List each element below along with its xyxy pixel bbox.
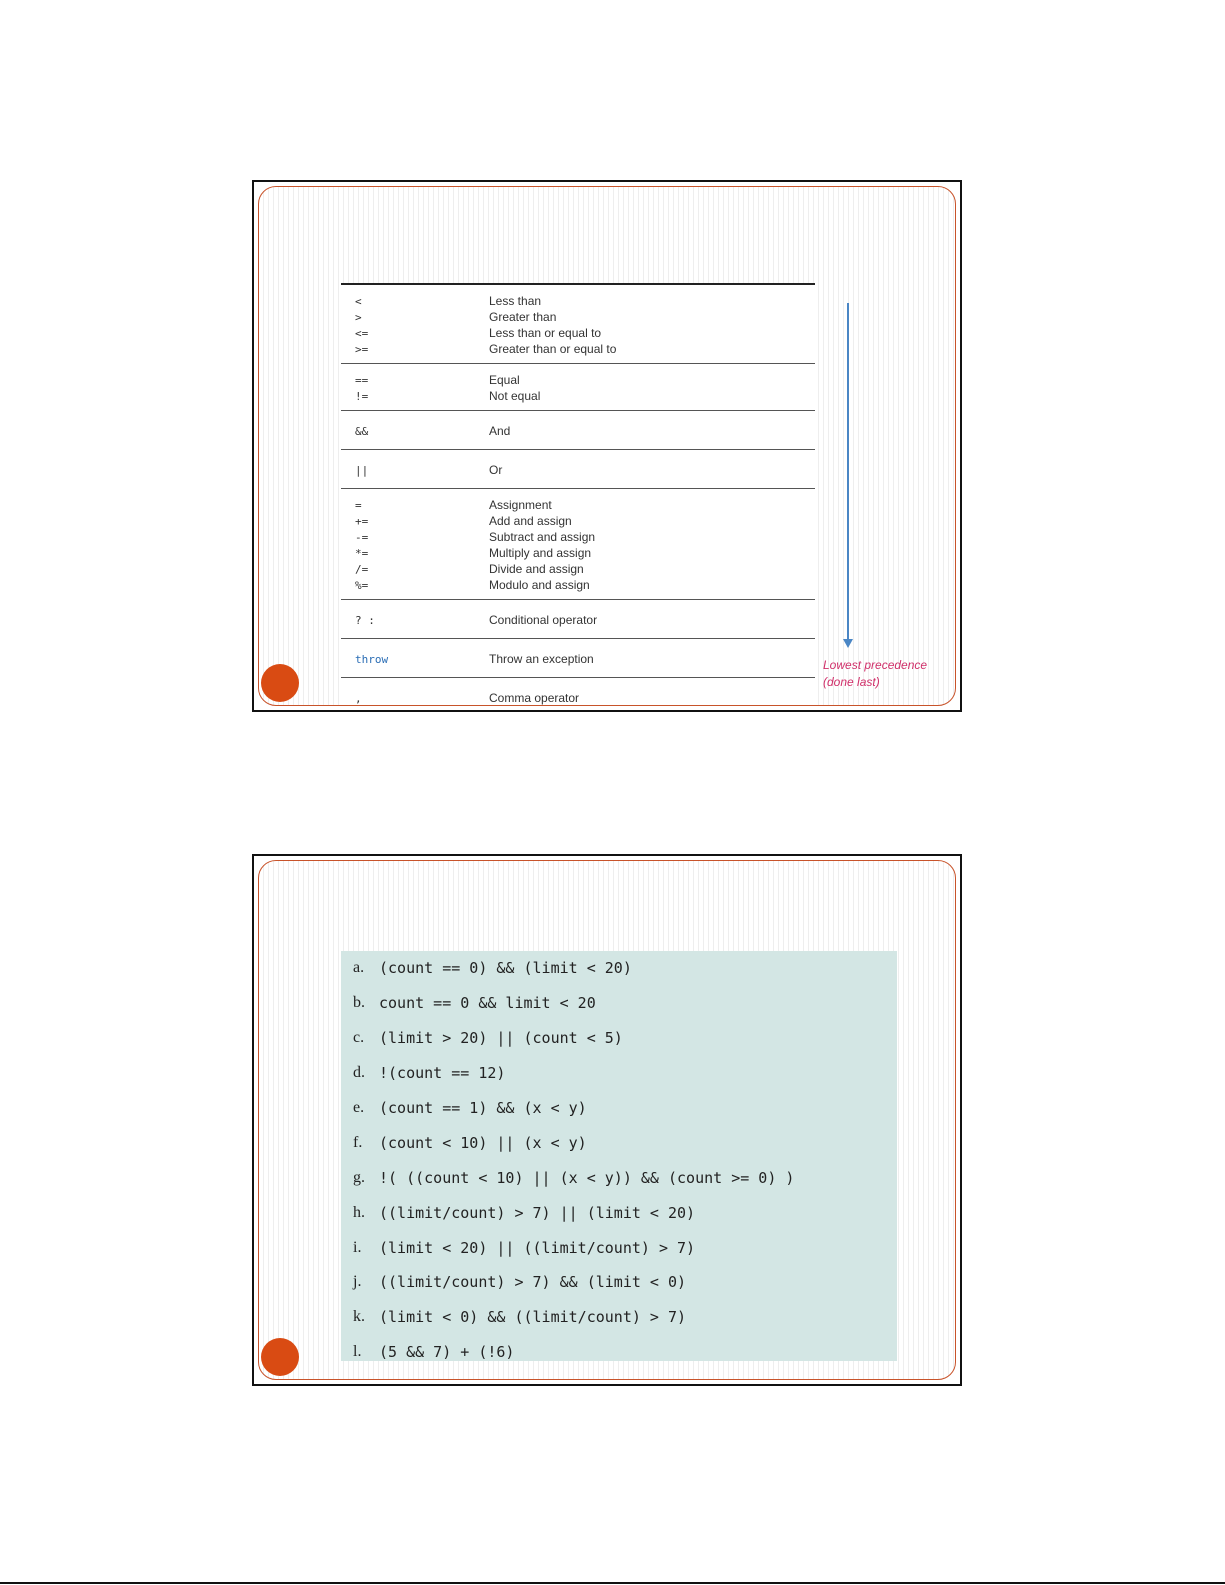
- precedence-row: [341, 577, 815, 593]
- precedence-arrow-line: [847, 303, 849, 639]
- slide-frame: [258, 186, 956, 706]
- operator-symbol: ,: [355, 691, 362, 705]
- expression-label: a.: [353, 959, 365, 977]
- precedence-row: [341, 372, 815, 388]
- precedence-group: [341, 600, 815, 639]
- expression-code: !( ((count < 10) || (x < y)) && (count >= 0) ): [379, 1168, 795, 1187]
- operator-symbol: ==: [355, 373, 369, 387]
- expression-code: count == 0 && limit < 20: [379, 994, 596, 1013]
- expression-list: [341, 951, 897, 1361]
- lowest-precedence-line1: Lowest precedence: [823, 658, 928, 672]
- arrow-down-icon: [843, 639, 853, 648]
- expression-label: f.: [353, 1133, 363, 1151]
- operator-description: Subtract and assign: [489, 530, 596, 544]
- operator-description: Not equal: [489, 389, 541, 403]
- expression-item: [341, 1021, 897, 1056]
- expression-item: [341, 1230, 897, 1265]
- expression-item: [341, 1056, 897, 1091]
- precedence-table: [341, 283, 815, 706]
- operator-description: Less than or equal to: [489, 326, 602, 340]
- expression-item: [341, 1335, 897, 1370]
- operator-description: Greater than: [489, 310, 557, 324]
- slide-bullet-dot: [261, 1338, 299, 1376]
- operator-symbol: +=: [355, 514, 369, 528]
- precedence-row: [341, 419, 815, 443]
- precedence-row: [341, 341, 815, 357]
- expression-label: h.: [353, 1203, 365, 1221]
- expression-label: e.: [353, 1099, 365, 1116]
- lowest-precedence-label: [823, 657, 943, 691]
- expression-label: j.: [353, 1273, 362, 1291]
- precedence-row: [341, 529, 815, 545]
- precedence-group: [341, 639, 815, 678]
- operator-symbol: -=: [355, 530, 369, 544]
- expression-label: d.: [353, 1064, 365, 1082]
- operator-symbol: <: [355, 294, 362, 308]
- expression-item: [341, 1091, 897, 1126]
- operator-symbol: =: [355, 498, 362, 512]
- slide-frame: [258, 860, 956, 1380]
- precedence-group: [341, 285, 815, 364]
- expression-code: (limit < 20) || ((limit/count) > 7): [379, 1238, 696, 1257]
- operator-description: Conditional operator: [489, 613, 598, 627]
- operator-symbol: *=: [355, 546, 369, 560]
- precedence-row: [341, 608, 815, 632]
- precedence-group: [341, 411, 815, 450]
- precedence-row: [341, 647, 815, 671]
- slide-precedence-table: [252, 180, 962, 712]
- operator-description: Modulo and assign: [489, 578, 590, 592]
- precedence-row: [341, 458, 815, 482]
- operator-symbol: >=: [355, 342, 369, 356]
- lowest-precedence-line2: (done last): [823, 675, 880, 689]
- expression-code: (limit > 20) || (count < 5): [379, 1029, 623, 1048]
- operator-description: Throw an exception: [489, 652, 594, 666]
- expression-item: [341, 986, 897, 1021]
- expression-label: l.: [353, 1343, 362, 1361]
- operator-symbol: /=: [355, 562, 369, 576]
- operator-symbol: ? :: [355, 613, 375, 627]
- precedence-row: [341, 686, 815, 706]
- operator-symbol: >: [355, 310, 362, 324]
- expression-label: c.: [353, 1029, 365, 1047]
- operator-symbol: &&: [355, 424, 369, 438]
- expression-code: (count < 10) || (x < y): [379, 1133, 587, 1152]
- operator-description: Less than: [489, 294, 542, 308]
- precedence-row: [341, 497, 815, 513]
- operator-description: Divide and assign: [489, 562, 584, 576]
- precedence-row: [341, 325, 815, 341]
- operator-description: And: [489, 424, 511, 438]
- operator-description: Equal: [489, 373, 520, 387]
- precedence-row: [341, 388, 815, 404]
- expression-label: b.: [353, 994, 365, 1012]
- expression-item: [341, 1160, 897, 1195]
- expression-code: !(count == 12): [379, 1064, 506, 1083]
- operator-description: Greater than or equal to: [489, 342, 617, 356]
- expression-item: [341, 1125, 897, 1160]
- operator-description: Multiply and assign: [489, 546, 592, 560]
- precedence-group: [341, 450, 815, 489]
- operator-symbol: !=: [355, 389, 369, 403]
- expression-label: g.: [353, 1168, 365, 1186]
- expression-item: [341, 951, 897, 986]
- expression-code: ((limit/count) > 7) || (limit < 20): [379, 1203, 696, 1222]
- expression-item: [341, 1300, 897, 1335]
- operator-description: Comma operator: [489, 691, 580, 705]
- precedence-row: [341, 513, 815, 529]
- precedence-row: [341, 293, 815, 309]
- expression-item: [341, 1195, 897, 1230]
- slide-bullet-dot: [261, 664, 299, 702]
- expression-label: i.: [353, 1238, 362, 1256]
- expression-item: [341, 1265, 897, 1300]
- expression-code: (limit < 0) && ((limit/count) > 7): [379, 1308, 687, 1327]
- expression-code: (5 && 7) + (!6): [379, 1343, 515, 1362]
- operator-description: Assignment: [489, 498, 552, 512]
- precedence-group: [341, 489, 815, 600]
- expression-code: (count == 0) && (limit < 20): [379, 959, 632, 978]
- operator-symbol: throw: [355, 652, 389, 666]
- precedence-group: [341, 678, 815, 706]
- precedence-group: [341, 364, 815, 411]
- slide-expressions: [252, 854, 962, 1386]
- precedence-row: [341, 561, 815, 577]
- operator-description: Or: [489, 463, 503, 477]
- operator-symbol: %=: [355, 578, 369, 592]
- operator-description: Add and assign: [489, 514, 572, 528]
- page-bottom-rule: [0, 1582, 1225, 1584]
- expression-code: ((limit/count) > 7) && (limit < 0): [379, 1273, 687, 1292]
- precedence-row: [341, 309, 815, 325]
- operator-symbol: ||: [355, 463, 369, 477]
- precedence-row: [341, 545, 815, 561]
- expression-code: (count == 1) && (x < y): [379, 1099, 587, 1117]
- expression-label: k.: [353, 1308, 365, 1326]
- operator-symbol: <=: [355, 326, 369, 340]
